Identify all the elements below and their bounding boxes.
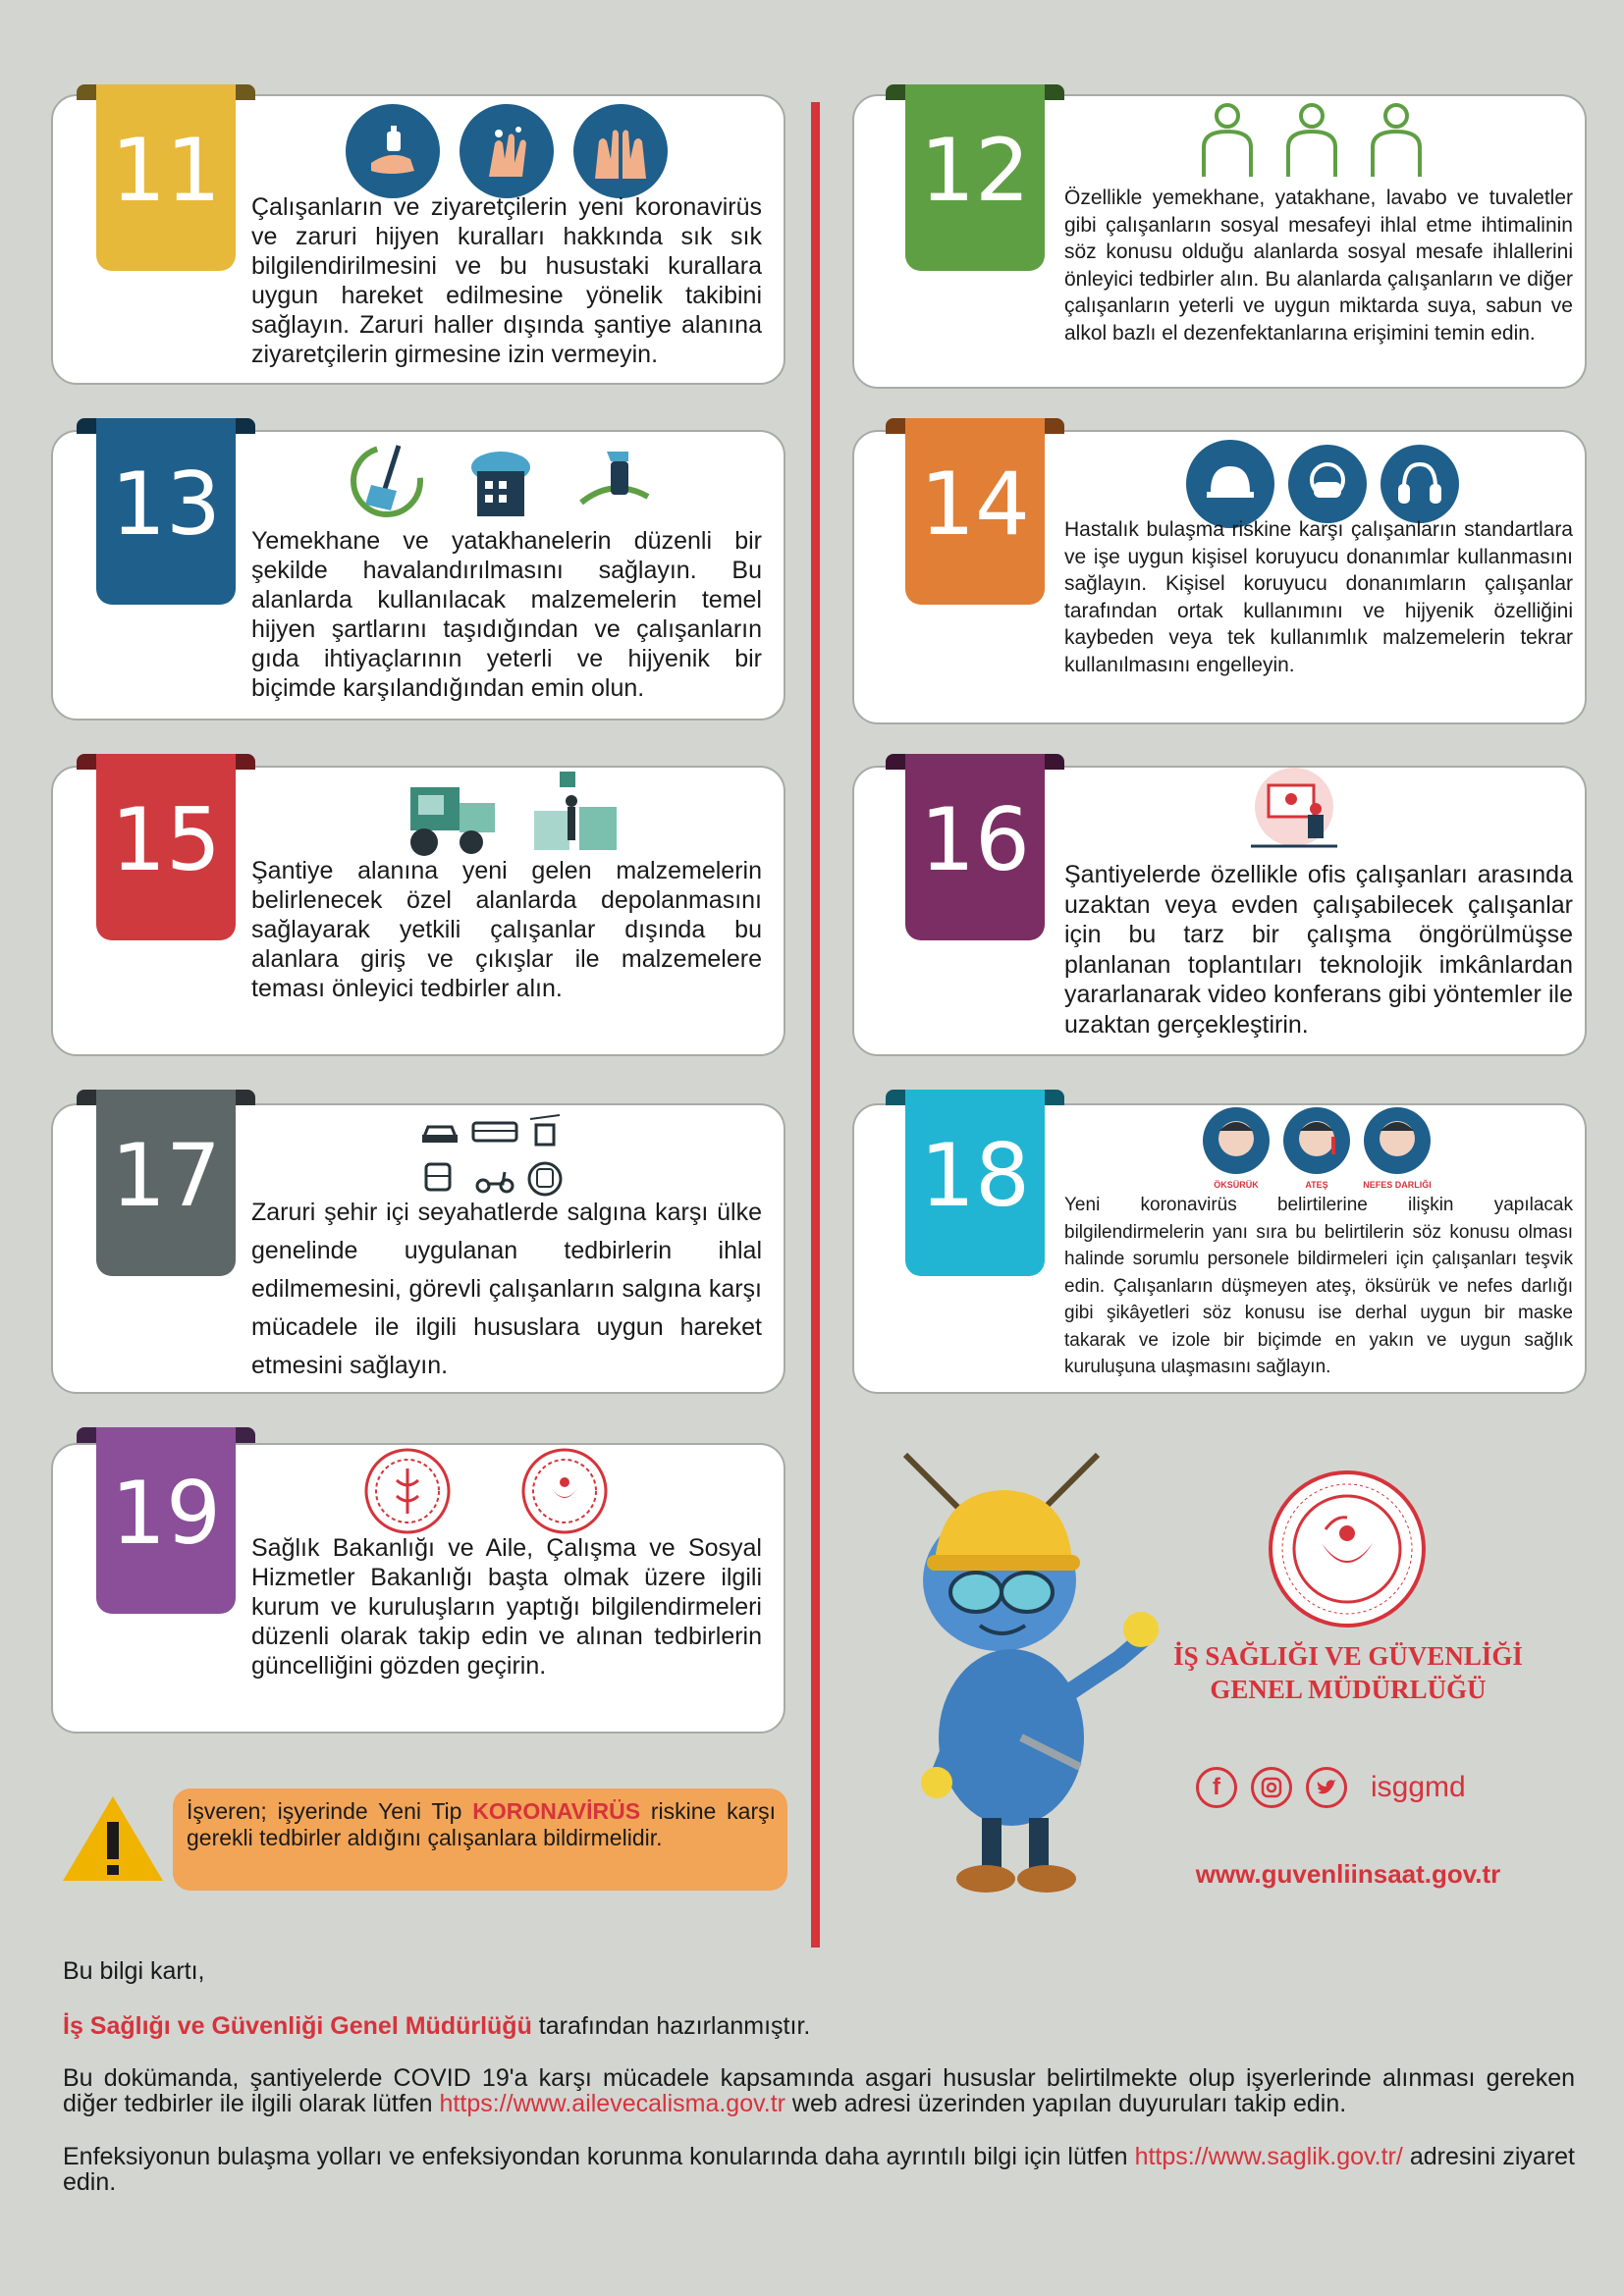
symptom-label-fever: ATEŞ [1305, 1180, 1328, 1190]
warning-text-after: riskine karşı gerekli tedbirler aldığını çalışanlara bildirmelidir. [187, 1798, 776, 1850]
footer-org-line [63, 2012, 810, 2040]
ailevecalisma-link[interactable]: https://www.ailevecalisma.gov.tr [439, 2090, 785, 2117]
number-tag-13 [96, 418, 236, 605]
footer-p2-after: adresini ziyaret edin. [63, 2143, 1575, 2196]
warning-text-before: İşveren; işyerinde Yeni Tip [187, 1798, 473, 1824]
card-13-text: Yemekhane ve yatakhanelerin düzenli bir şekilde havalandırılmasını sağlayın. Bu alanlarda kullanılacak malzemelerin temel hijyen şartlarını taşıdığından ve çalışanların gıda ihtiyaçlarının yeterli ve hijyenik bir biçimde karşılandığından emin olun. [251, 527, 762, 702]
number-label: 14 [920, 454, 1030, 555]
warning-box [173, 1789, 787, 1891]
warning-triangle-icon [59, 1790, 167, 1885]
number-label: 11 [111, 120, 221, 221]
building-cleaning-icon [460, 438, 542, 520]
footer-p1-after: web adresi üzerinden yapılan duyuruları takip edin. [785, 2090, 1347, 2117]
footer-prepared: tarafından hazırlanmıştır. [531, 2012, 811, 2040]
transport-icons [416, 1113, 573, 1201]
number-label: 16 [920, 789, 1030, 890]
card-18-text: Yeni koronavirüs belirtilerine ilişkin yapılacak bilgilendirmelerin yanı sıra bu belirtilerin söz konusu olması halinde sorumlu personele bildirmeleri için çalışanları teşvik edin. Çalışanların düşmeyen ateş, öksürük ve nefes darlığı gibi şikâyetleri söz konusu ise derhal uygun bir maske takarak ve izole bir biçimde en yakın ve uygun sağlık kuruluşuna ulaşmasını sağlayın. [1064, 1195, 1573, 1377]
cable-car-icon [530, 1113, 560, 1148]
bus-icon [471, 1119, 518, 1147]
materials-icons [397, 768, 623, 862]
card-17-text: Zaruri şehir içi seyahatlerde salgına karşı ülke genelinde uygulanan tedbirlerin ihlal edilmemesini, görevli çalışanların salgına karşı mücadele ile ilgili hususlara uygun hareket etmesini sağlayın. [251, 1199, 762, 1379]
worker-mascot-illustration [884, 1453, 1168, 1904]
brand-line-2: GENEL MÜDÜRLÜĞÜ [1210, 1675, 1487, 1704]
soap-dispenser-icon [346, 104, 440, 198]
number-label: 17 [111, 1125, 221, 1226]
social-distance-icons [1198, 102, 1426, 179]
number-tag-12 [905, 84, 1045, 271]
footer-paragraph-1 [63, 2065, 1575, 2116]
number-label: 18 [920, 1125, 1030, 1226]
center-divider [811, 102, 820, 1948]
card-16-text: Şantiyelerde özellikle ofis çalışanları arasında uzaktan veya evden çalışabilecek çalışanlar için bu tarz bir çalışma öngörülmüşse planlanan toplantıları teknolojik imkânlardan yararlanarak video konferans gibi yöntemler ile uzaktan gerçekleştirin. [1064, 861, 1573, 1039]
fever-icon [1280, 1105, 1353, 1176]
ministry-seal-icon [1267, 1468, 1428, 1629]
broom-icon [348, 438, 430, 520]
ear-protection-icon [1380, 445, 1459, 523]
forklift-icon [397, 768, 505, 862]
person-icon [1367, 102, 1426, 179]
instagram-icon[interactable] [1251, 1767, 1292, 1808]
brand-line-1: İŞ SAĞLIĞI VE GÜVENLİĞİ [1173, 1641, 1523, 1671]
symptom-icons [1200, 1105, 1435, 1194]
cough-icon [1200, 1105, 1272, 1176]
ministry-logos [363, 1447, 609, 1535]
symptom-label-cough: ÖKSÜRÜK [1214, 1180, 1259, 1190]
card-11-text: Çalışanların ve ziyaretçilerin yeni koronavirüs ve zaruri hijyen kuralları hakkında sık sık bilgilendirilmesini ve bu husustaki kurallara uygun hareket edilmesine yönelik takibini sağlayın. Zaruri haller dışında şantiye alanına ziyaretçilerin girmesine izin vermeyin. [251, 193, 762, 368]
footer-org: İş Sağlığı ve Güvenliği Genel Müdürlüğü [63, 2012, 532, 2040]
ppe-icons [1186, 440, 1459, 528]
clean-hands-icon [573, 104, 668, 198]
hygiene-icons [346, 104, 668, 198]
tram-icon [422, 1162, 454, 1196]
facebook-icon[interactable]: f [1196, 1767, 1237, 1808]
card-19-text: Sağlık Bakanlığı ve Aile, Çalışma ve Sosyal Hizmetler Bakanlığı başta olmak üzere ilgili kurum ve kuruluşların yaptığı bilgilendirmeleri düzenli olarak takip edin ve alınan tedbirlerin güncelliğini gözden geçirin. [251, 1534, 762, 1680]
social-links [1196, 1767, 1466, 1808]
person-icon [1282, 102, 1341, 179]
warning-highlight: KORONAVİRÜS [472, 1798, 641, 1824]
card-15-text: Şantiye alanına yeni gelen malzemelerin belirlenecek özel alanlarda depolanmasını sağlayarak yetkili çalışanlar dışında bu alanlara giriş ve çıkışlar ile malzemelere teması önleyici tedbirler alın. [251, 857, 762, 1002]
saglik-link[interactable]: https://www.saglik.gov.tr/ [1134, 2143, 1403, 2170]
number-label: 13 [111, 454, 221, 555]
cleaning-icons [348, 438, 654, 520]
card-14-text: Hastalık bulaşma riskine karşı çalışanların standartlara ve işe uygun kişisel koruyucu donanımlar kullanmasını sağlayın. Kişisel koruyucu donanımların çalışanlar tarafından ortak kullanımını ve hijyenik özelliğini kaybeden veya tek kullanımlık malzemelerin tekrar kullanılmasını engelleyin. [1064, 518, 1573, 676]
number-tag-19 [96, 1427, 236, 1614]
number-tag-17 [96, 1090, 236, 1276]
metro-icon [526, 1160, 564, 1198]
number-tag-11 [96, 84, 236, 271]
hand-washing-icon [460, 104, 554, 198]
face-mask-icon [1288, 445, 1367, 523]
number-tag-14 [905, 418, 1045, 605]
footer-p2-before: Enfeksiyonun bulaşma yolları ve enfeksiyondan korunma konularında daha ayrıntılı bilgi için lütfen [63, 2143, 1135, 2170]
number-tag-15 [96, 754, 236, 940]
website-link[interactable]: www.guvenliinsaat.gov.tr [1195, 1859, 1501, 1889]
footer-intro [63, 1957, 205, 1985]
twitter-icon[interactable] [1306, 1767, 1347, 1808]
footer-p1-before: Bu dokümanda, şantiyelerde COVID 19'a karşı mücadele kapsamında asgari hususlar belirtilmekte olup işyerlerinde alınması gereken diğer tedbirler ile ilgili olarak lütfen [63, 2064, 1575, 2117]
person-icon [1198, 102, 1257, 179]
number-label: 19 [111, 1463, 221, 1564]
footer-intro-text: Bu bilgi kartı, [63, 1957, 205, 1985]
car-icon [420, 1119, 460, 1147]
family-labour-ministry-logo-icon [520, 1447, 609, 1535]
spray-bottle-icon [571, 438, 654, 520]
health-ministry-logo-icon [363, 1447, 452, 1535]
number-tag-16 [905, 754, 1045, 940]
number-tag-18 [905, 1090, 1045, 1276]
helmet-icon [1186, 440, 1274, 528]
worker-crates-icon [524, 768, 623, 862]
video-conference-icon [1245, 768, 1343, 856]
shortness-of-breath-icon [1361, 1105, 1434, 1176]
symptom-label-breath: NEFES DARLIĞI [1363, 1180, 1432, 1190]
social-handle[interactable]: isggmd [1371, 1771, 1466, 1803]
scooter-icon [475, 1166, 514, 1194]
number-label: 12 [920, 120, 1030, 221]
number-label: 15 [111, 789, 221, 890]
card-12-text: Özellikle yemekhane, yatakhane, lavabo ve tuvaletler gibi çalışanların sosyal mesafeyi ihlal etme ihtimalinin söz konusu olduğu alanlarda sosyal mesafe ihlallerini önleyici tedbirler alın. Bu alanlarda çalışanların ve diğer çalışanların yeterli ve uygun miktarda suya, sabun ve alkol bazlı el dezenfektanlarına erişimini temin edin. [1064, 187, 1573, 345]
footer-paragraph-2 [63, 2144, 1575, 2195]
